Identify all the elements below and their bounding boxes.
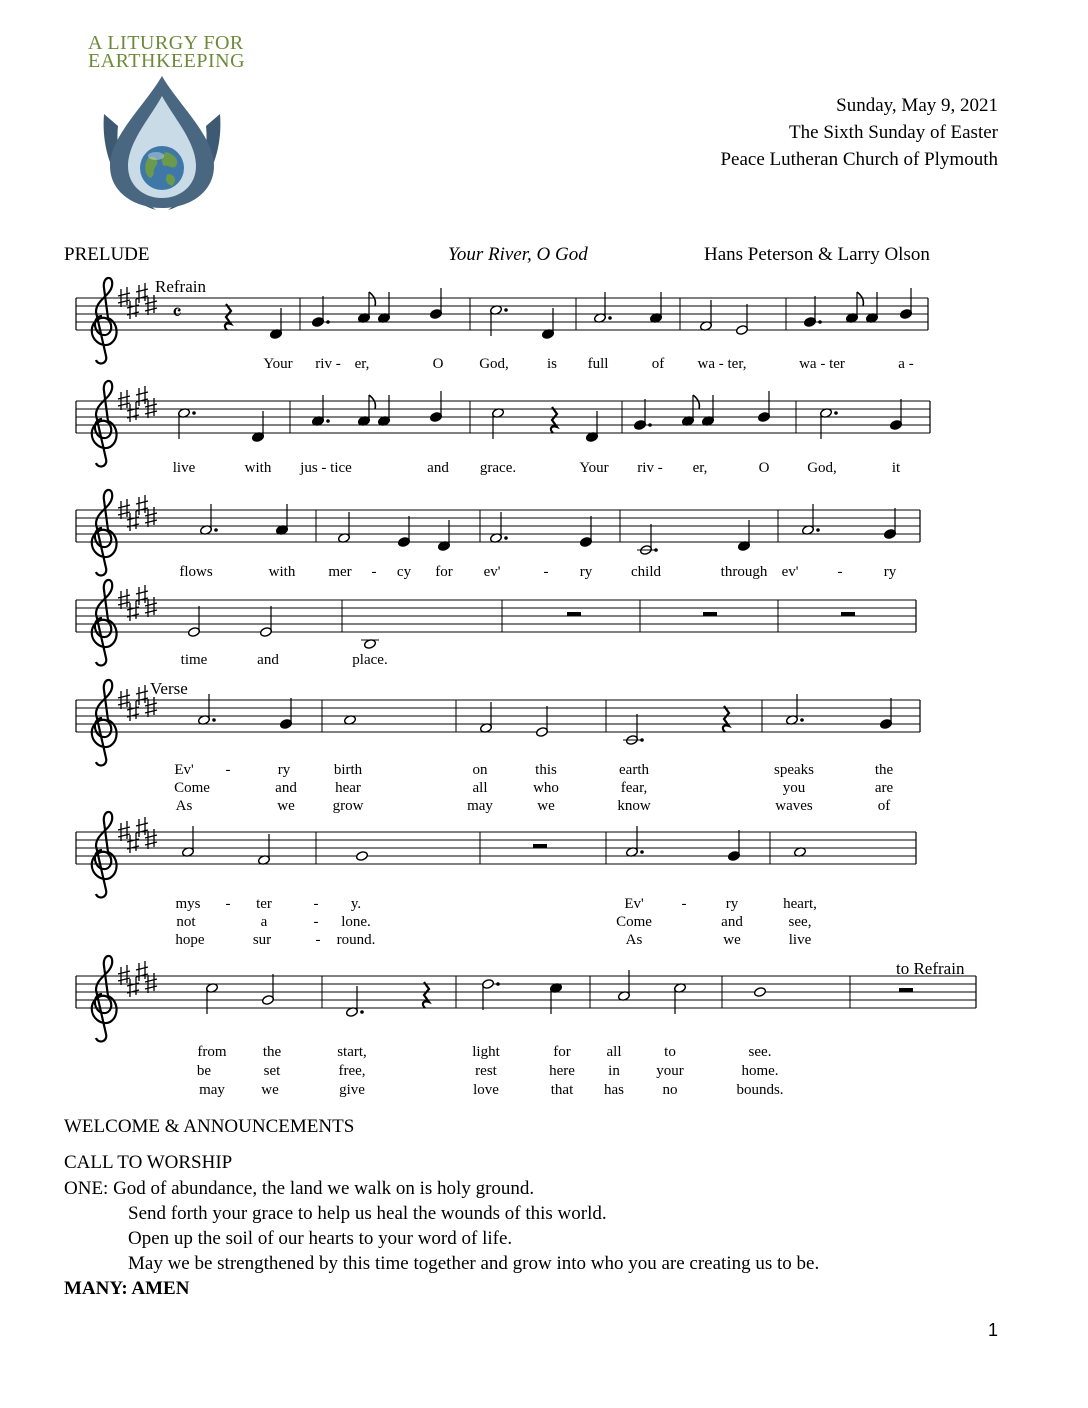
lyric-syllable: jus - tice (300, 460, 352, 476)
note-dot (800, 718, 804, 722)
sharp-icon (136, 685, 148, 705)
lyric-syllable: who (533, 780, 559, 796)
lyric-syllable: rest (475, 1063, 497, 1079)
lyric-syllable: God, (807, 460, 837, 476)
note-flag (369, 395, 375, 409)
common-time-icon: 𝄴 (172, 300, 182, 325)
lyric-syllable: speaks (774, 762, 814, 778)
service-date: Sunday, May 9, 2021 (836, 95, 998, 116)
sharp-icon (127, 402, 139, 422)
lyric-syllable: lone. (341, 914, 371, 930)
sharp-icon (136, 283, 148, 303)
lyric-syllable: know (617, 798, 651, 814)
lyric-syllable: it (891, 460, 901, 476)
treble-clef-icon (92, 580, 117, 666)
sharp-icon (127, 299, 139, 319)
lyric-syllable: here (549, 1063, 575, 1079)
quarter-rest-icon (423, 982, 429, 1008)
page-number: 1 (987, 1320, 998, 1340)
quarter-rest-icon (225, 304, 231, 330)
lyric-syllable: are (874, 780, 894, 796)
lyric-syllable: - (313, 914, 319, 930)
lyric-syllable: and (275, 780, 297, 796)
lyric-syllable: a - (898, 356, 914, 372)
lyric-syllable: all (472, 780, 488, 796)
note-dot (816, 528, 820, 532)
lyric-syllable: the (874, 762, 894, 778)
sharp-icon (136, 585, 148, 605)
lyric-syllable: ter (256, 896, 272, 912)
lyric-syllable: waves (775, 798, 813, 814)
lyric-syllable: Come (616, 914, 652, 930)
lyric-syllable: of (651, 356, 665, 372)
note-dot (212, 718, 216, 722)
lyric-syllable: sur (252, 932, 272, 948)
whole-rest-icon (567, 612, 581, 616)
lyric-syllable: Come (174, 780, 210, 796)
lyric-syllable: and (257, 652, 279, 668)
sharp-icon (127, 977, 139, 997)
note-dot (326, 320, 330, 324)
lyric-syllable: - (225, 896, 231, 912)
lyric-syllable: this (535, 762, 557, 778)
note-flag (857, 292, 863, 306)
lyric-syllable: hear (335, 780, 361, 796)
note-dot (834, 411, 838, 415)
lyric-syllable: we (277, 798, 295, 814)
whole-rest-icon (703, 612, 717, 616)
refrain-label: Refrain (155, 277, 206, 296)
to-refrain-label: to Refrain (896, 959, 965, 978)
prelude-title: Your River, O God (448, 244, 588, 265)
logo-line-2: EARTHKEEPING (88, 50, 246, 72)
note-head (356, 851, 369, 862)
note-dot (504, 536, 508, 540)
lyric-syllable: for (553, 1044, 571, 1060)
lyric-syllable: flows (179, 564, 213, 580)
lyric-syllable: light (472, 1044, 500, 1060)
lyric-syllable: full (587, 356, 609, 372)
call-to-worship-heading: CALL TO WORSHIP (64, 1152, 233, 1173)
note-dot (648, 423, 652, 427)
lyric-syllable: fear, (620, 780, 648, 796)
lyric-syllable: - (313, 896, 319, 912)
note-dot (360, 1010, 364, 1014)
treble-clef-icon (92, 490, 117, 576)
sharp-icon (118, 287, 130, 307)
lyric-syllable: Your (579, 460, 609, 476)
sharp-icon (127, 511, 139, 531)
lyric-syllable: live (788, 932, 812, 948)
lyric-syllable: that (550, 1082, 574, 1098)
lyric-syllable: riv - (315, 356, 341, 372)
lyric-syllable: you (782, 780, 806, 796)
lyric-syllable: ry (579, 564, 593, 580)
sharp-icon (127, 601, 139, 621)
quarter-rest-icon (723, 706, 729, 732)
sharp-icon (136, 961, 148, 981)
lyric-syllable: mer (328, 564, 352, 580)
lyric-syllable: - (681, 896, 687, 912)
lyric-syllable: through (720, 564, 768, 580)
lyric-syllable: we (261, 1082, 279, 1098)
lyric-syllable: earth (619, 762, 649, 778)
lyric-syllable: start, (337, 1044, 367, 1060)
lyric-syllable: As (625, 932, 643, 948)
note-head (754, 987, 767, 998)
lyric-syllable: - (837, 564, 843, 580)
sharp-icon (136, 386, 148, 406)
lyric-syllable: is (546, 356, 558, 372)
prelude-composers: Hans Peterson & Larry Olson (704, 244, 930, 265)
lyric-syllable: wa - ter (799, 356, 845, 372)
lyric-syllable: on (472, 762, 488, 778)
note-dot (504, 308, 508, 312)
verse-label: Verse (150, 679, 188, 698)
lyric-syllable: from (197, 1044, 227, 1060)
lyric-syllable: riv - (637, 460, 663, 476)
lyric-syllable: ry (277, 762, 291, 778)
lyric-syllable: y. (350, 896, 362, 912)
sharp-icon (136, 495, 148, 515)
lyric-syllable: er, (692, 460, 708, 476)
whole-rest-icon (533, 844, 547, 848)
lyric-syllable: see. (748, 1044, 772, 1060)
lyric-syllable: - (225, 762, 231, 778)
sharp-icon (118, 390, 130, 410)
note-flag (693, 395, 699, 409)
lyric-syllable: bounds. (736, 1082, 784, 1098)
lyric-syllable: heart, (783, 896, 817, 912)
welcome-heading: WELCOME & ANNOUNCEMENTS (64, 1116, 355, 1137)
sharp-icon (118, 689, 130, 709)
lyric-syllable: live (172, 460, 196, 476)
lyric-syllable: no (662, 1082, 678, 1098)
lyric-syllable: God, (479, 356, 509, 372)
note-dot (214, 528, 218, 532)
lyric-syllable: grow (332, 798, 364, 814)
lyric-syllable: child (631, 564, 661, 580)
lyric-syllable: not (176, 914, 196, 930)
lyric-syllable: the (262, 1044, 282, 1060)
litany-line-3: Open up the soil of our hearts to your word of life. (128, 1228, 513, 1249)
lyric-syllable: er, (354, 356, 370, 372)
treble-clef-icon (92, 680, 117, 766)
whole-rest-icon (841, 612, 855, 616)
lyric-syllable: with (244, 460, 272, 476)
note-dot (640, 850, 644, 854)
lyric-syllable: ev' (483, 564, 501, 580)
whole-rest-icon (899, 988, 913, 992)
lyric-syllable: hope (175, 932, 205, 948)
sharp-icon (118, 499, 130, 519)
sharp-icon (127, 833, 139, 853)
logo-line-1: A LITURGY FOR (88, 32, 244, 54)
lyric-syllable: of (877, 798, 891, 814)
lyric-syllable: we (537, 798, 555, 814)
lyric-syllable: ry (725, 896, 739, 912)
note-dot (326, 419, 330, 423)
church-name: Peace Lutheran Church of Plymouth (720, 149, 998, 170)
note-dot (192, 411, 196, 415)
lyric-syllable: O (432, 356, 444, 372)
service-occasion: The Sixth Sunday of Easter (789, 122, 998, 143)
lyric-syllable: time (180, 652, 208, 668)
lyric-syllable: and (427, 460, 449, 476)
lyric-syllable: cy (396, 564, 412, 580)
litany-line-2: Send forth your grace to help us heal the wounds of this world. (128, 1203, 607, 1224)
lyric-syllable: all (606, 1044, 622, 1060)
lyric-syllable: set (263, 1063, 281, 1079)
lyric-syllable: love (473, 1082, 499, 1098)
litany-line-4: May we be strengthened by this time together and grow into who you are creating us to be. (128, 1253, 820, 1274)
note-dot (496, 982, 500, 986)
lyric-syllable: - (543, 564, 549, 580)
treble-clef-icon (92, 812, 117, 898)
note-dot (608, 316, 612, 320)
lyric-syllable: may (199, 1082, 225, 1098)
lyric-syllable: Ev' (624, 896, 644, 912)
lyric-syllable: free, (338, 1063, 366, 1079)
note-dot (818, 320, 822, 324)
lyric-syllable: ev' (781, 564, 799, 580)
litany-many-response: MANY: AMEN (64, 1278, 190, 1299)
litany-one-line: ONE: God of abundance, the land we walk on is holy ground. (64, 1178, 535, 1199)
lyric-syllable: a (260, 914, 268, 930)
lyric-syllable: your (656, 1063, 684, 1079)
lyric-syllable: may (467, 798, 493, 814)
lyric-syllable: has (604, 1082, 624, 1098)
lyric-syllable: and (721, 914, 743, 930)
sharp-icon (118, 965, 130, 985)
lyric-syllable: Your (263, 356, 293, 372)
lyric-syllable: ry (883, 564, 897, 580)
lyric-syllable: with (268, 564, 296, 580)
lyric-syllable: - (371, 564, 377, 580)
prelude-label: PRELUDE (64, 244, 150, 265)
lyric-syllable: round. (336, 932, 376, 948)
lyric-syllable: be (196, 1063, 212, 1079)
note-flag (369, 292, 375, 306)
lyric-syllable: give (339, 1082, 365, 1098)
lyric-syllable: in (608, 1063, 620, 1079)
lyric-syllable: - (315, 932, 321, 948)
lyric-syllable: place. (352, 652, 388, 668)
lyric-syllable: home. (741, 1063, 779, 1079)
lyric-syllable: see, (788, 914, 812, 930)
lyric-syllable: grace. (479, 460, 517, 476)
lyric-syllable: birth (333, 762, 363, 778)
lyric-syllable: we (723, 932, 741, 948)
lyric-syllable: mys (175, 896, 201, 912)
lyric-syllable: to (664, 1044, 676, 1060)
treble-clef-icon (92, 278, 117, 364)
lyric-syllable: for (435, 564, 453, 580)
lyric-syllable: wa - ter, (697, 356, 747, 372)
treble-clef-icon (92, 381, 117, 467)
lyric-syllable: Ev' (174, 762, 194, 778)
sharp-icon (118, 589, 130, 609)
lyric-syllable: As (175, 798, 193, 814)
lyric-syllable: O (758, 460, 770, 476)
quarter-rest-icon (551, 407, 557, 433)
sharp-icon (136, 817, 148, 837)
sharp-icon (118, 821, 130, 841)
treble-clef-icon (92, 956, 117, 1042)
sharp-icon (127, 701, 139, 721)
